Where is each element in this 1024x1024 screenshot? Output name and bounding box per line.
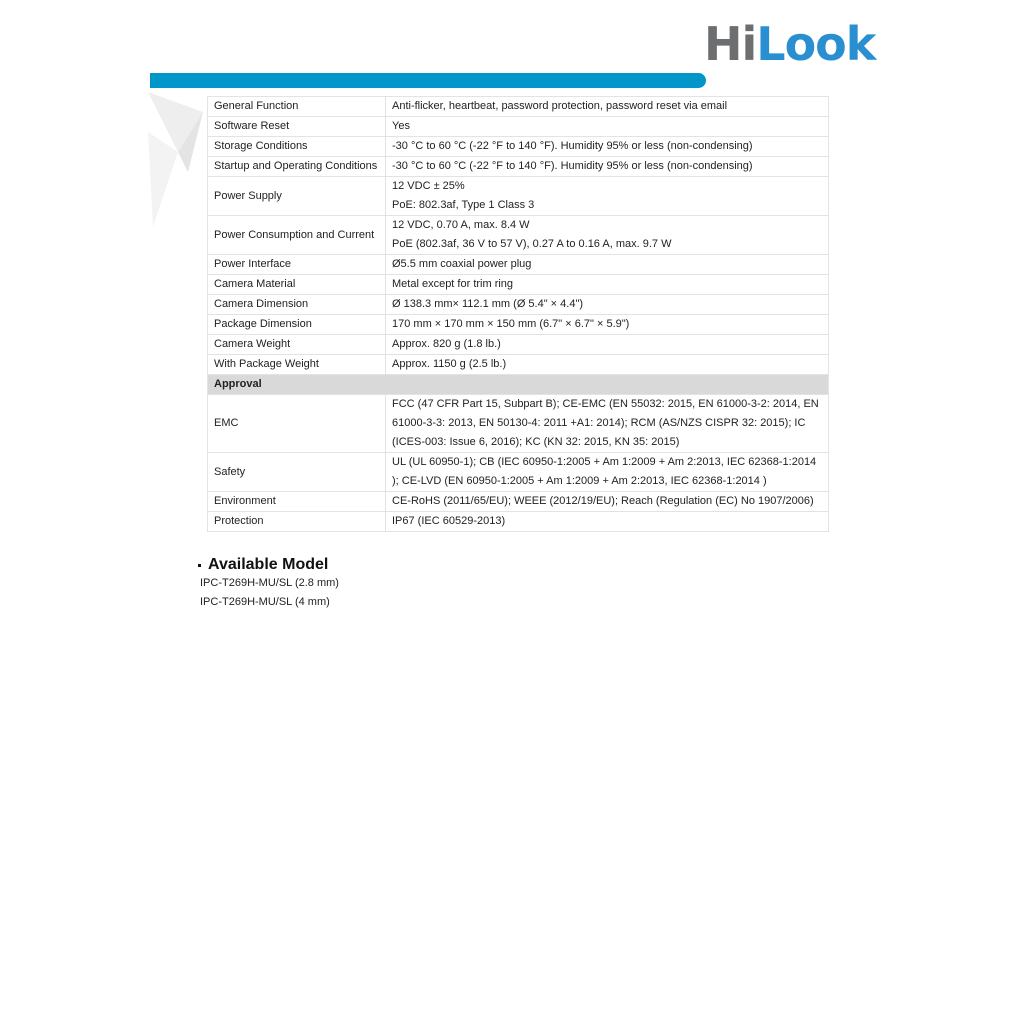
spec-key: Safety	[208, 453, 386, 492]
spec-key: With Package Weight	[208, 355, 386, 375]
spec-value: Metal except for trim ring	[386, 275, 829, 295]
table-row	[208, 255, 829, 275]
spec-key: Camera Material	[208, 275, 386, 295]
spec-key: General Function	[208, 97, 386, 117]
table-row	[208, 512, 829, 532]
spec-value: -30 °C to 60 °C (-22 °F to 140 °F). Humidity 95% or less (non-condensing)	[386, 157, 829, 177]
spec-key: Startup and Operating Conditions	[208, 157, 386, 177]
spec-key: Environment	[208, 492, 386, 512]
spec-value-line: PoE: 802.3af, Type 1 Class 3	[392, 199, 535, 211]
logo-look: Look	[756, 17, 876, 71]
spec-key: Power Consumption and Current	[208, 216, 386, 255]
spec-value: Anti-flicker, heartbeat, password protection, password reset via email	[386, 97, 829, 117]
spec-value: UL (UL 60950-1); CB (IEC 60950-1:2005 + Am 1:2009 + Am 2:2013, IEC 62368-1:2014 ); CE-LVD (EN 60950-1:2005 + Am 1:2009 + Am 2:2013, IEC 62368-1:2014 )	[386, 453, 829, 492]
spec-value: Ø 138.3 mm× 112.1 mm (Ø 5.4" × 4.4")	[386, 295, 829, 315]
spec-key: Power Interface	[208, 255, 386, 275]
table-row	[208, 97, 829, 117]
hilook-logo	[704, 17, 876, 71]
available-model-heading	[198, 556, 339, 574]
spec-value: IP67 (IEC 60529-2013)	[386, 512, 829, 532]
spec-value-line: PoE (802.3af, 36 V to 57 V), 0.27 A to 0.16 A, max. 9.7 W	[392, 238, 672, 250]
section-header-approval	[208, 375, 829, 395]
spec-value: Approx. 820 g (1.8 lb.)	[386, 335, 829, 355]
spec-value: Yes	[386, 117, 829, 137]
spec-key: Package Dimension	[208, 315, 386, 335]
table-row	[208, 315, 829, 335]
spec-key: Protection	[208, 512, 386, 532]
table-row	[208, 137, 829, 157]
spec-value-line: 12 VDC ± 25%	[392, 180, 465, 192]
spec-key: Camera Weight	[208, 335, 386, 355]
table-row	[208, 355, 829, 375]
table-row	[208, 295, 829, 315]
table-row	[208, 157, 829, 177]
section-title: Approval	[208, 375, 829, 395]
spec-value	[386, 216, 829, 255]
spec-value: Approx. 1150 g (2.5 lb.)	[386, 355, 829, 375]
spec-value: CE-RoHS (2011/65/EU); WEEE (2012/19/EU); Reach (Regulation (EC) No 1907/2006)	[386, 492, 829, 512]
table-row	[208, 335, 829, 355]
spec-value	[386, 177, 829, 216]
table-row	[208, 216, 829, 255]
table-row	[208, 453, 829, 492]
header-accent-bar	[150, 73, 706, 88]
available-model-section	[198, 556, 339, 612]
spec-key: Camera Dimension	[208, 295, 386, 315]
table-row	[208, 177, 829, 216]
spec-key: EMC	[208, 395, 386, 453]
model-item: IPC-T269H-MU/SL (2.8 mm)	[200, 577, 339, 589]
spec-key: Power Supply	[208, 177, 386, 216]
table-row	[208, 275, 829, 295]
logo-hi: Hi	[704, 17, 757, 71]
spec-value: Ø5.5 mm coaxial power plug	[386, 255, 829, 275]
decorative-shape-icon	[148, 92, 208, 232]
available-model-title: Available Model	[208, 556, 329, 573]
spec-value: FCC (47 CFR Part 15, Subpart B); CE-EMC (EN 55032: 2015, EN 61000-3-2: 2014, EN 61000-3-3: 2013, EN 50130-4: 2011 +A1: 2014); RCM (AS/NZS CISPR 32: 2015); IC (ICES-003: Issue 6, 2016); KC (KN 32: 2015, KN 35: 2015)	[386, 395, 829, 453]
spec-table	[207, 96, 829, 532]
table-row	[208, 395, 829, 453]
spec-value: 170 mm × 170 mm × 150 mm (6.7" × 6.7" × 5.9")	[386, 315, 829, 335]
table-row	[208, 492, 829, 512]
spec-key: Software Reset	[208, 117, 386, 137]
table-row	[208, 117, 829, 137]
model-item: IPC-T269H-MU/SL (4 mm)	[200, 596, 330, 608]
spec-key: Storage Conditions	[208, 137, 386, 157]
spec-value: -30 °C to 60 °C (-22 °F to 140 °F). Humidity 95% or less (non-condensing)	[386, 137, 829, 157]
bullet-icon	[198, 564, 201, 567]
spec-value-line: 12 VDC, 0.70 A, max. 8.4 W	[392, 219, 530, 231]
